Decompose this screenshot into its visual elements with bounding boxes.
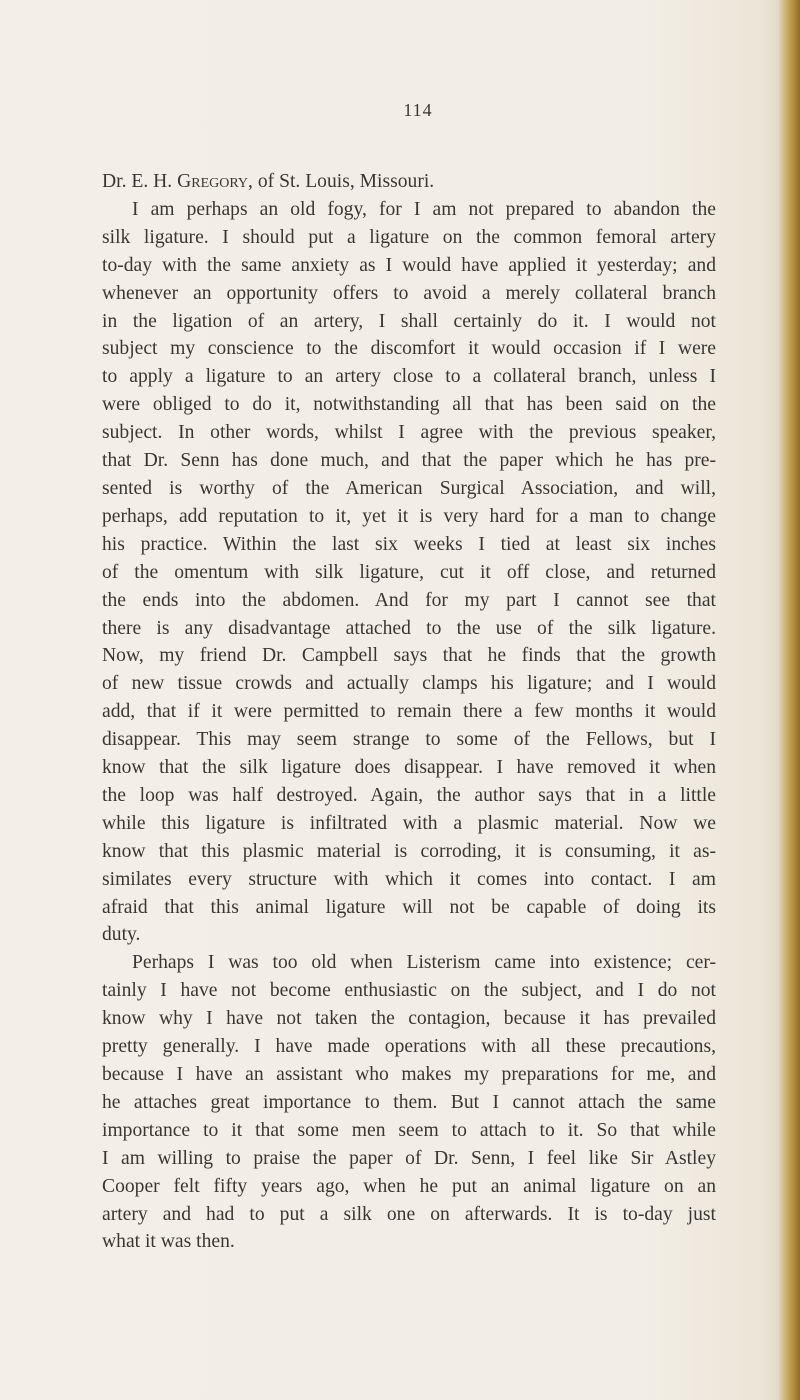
text-line: to-day with the same anxiety as I would have applied it yesterday; and: [102, 254, 716, 276]
text-line: that Dr. Senn has done much, and that the paper which he has pre-: [102, 450, 716, 472]
text-line: to apply a ligature to an artery close to a collateral branch, unless I: [102, 366, 716, 388]
text-line: silk ligature. I should put a ligature on the common femoral artery: [102, 226, 716, 248]
text-line: of new tissue crowds and actually clamps his ligature; and I would: [102, 673, 716, 695]
text-line: perhaps, add reputation to it, yet it is very hard for a man to change: [102, 505, 716, 527]
text-line: duty.: [102, 924, 141, 946]
text-line: I am willing to praise the paper of Dr. Senn, I feel like Sir Astley: [102, 1147, 716, 1169]
text-line: Perhaps I was too old when Listerism came into existence; cer-: [132, 952, 716, 974]
text-line: whenever an opportunity offers to avoid a merely collateral branch: [102, 282, 716, 304]
text-line: the ends into the abdomen. And for my part I cannot see that: [102, 589, 716, 611]
speaker-suffix: , of St. Louis, Missouri.: [248, 171, 435, 192]
text-line: Cooper felt fifty years ago, when he put an animal ligature on an: [102, 1175, 716, 1197]
text-line: disappear. This may seem strange to some of the Fellows, but I: [102, 729, 716, 751]
speaker-prefix: Dr. E. H.: [102, 171, 178, 192]
text-line: sented is worthy of the American Surgical Association, and will,: [102, 477, 716, 499]
text-line: were obliged to do it, notwithstanding all that has been said on the: [102, 394, 716, 416]
text-line: similates every structure with which it comes into contact. I am: [102, 868, 716, 890]
text-line: Now, my friend Dr. Campbell says that he finds that the growth: [102, 645, 716, 667]
page-body: [102, 168, 716, 1256]
text-line: artery and had to put a silk one on afterwards. It is to-day just: [102, 1203, 716, 1225]
text-line: there is any disadvantage attached to the use of the silk ligature.: [102, 617, 716, 639]
speaker-name: Gregory: [177, 171, 249, 192]
text-line: his practice. Within the last six weeks I tied at least six inches: [102, 533, 716, 555]
text-line: know why I have not taken the contagion, because it has prevailed: [102, 1008, 716, 1030]
text-line: I am perhaps an old fogy, for I am not prepared to abandon the: [132, 198, 716, 220]
text-line: know that the silk ligature does disappear. I have removed it when: [102, 757, 716, 779]
text-line: in the ligation of an artery, I shall certainly do it. I would not: [102, 310, 716, 332]
text-line: importance to it that some men seem to attach to it. So that while: [102, 1119, 716, 1141]
text-line: the loop was half destroyed. Again, the author says that in a little: [102, 784, 716, 806]
text-line: what it was then.: [102, 1231, 235, 1253]
page-number: 114: [403, 100, 433, 120]
text-line: afraid that this animal ligature will not be capable of doing its: [102, 896, 716, 918]
text-line: know that this plasmic material is corroding, it is consuming, it as-: [102, 840, 716, 862]
text-line: subject. In other words, whilst I agree with the previous speaker,: [102, 422, 716, 444]
paragraph-2: [102, 949, 716, 1256]
text-line: pretty generally. I have made operations with all these precautions,: [102, 1036, 716, 1058]
speaker-heading: [102, 168, 716, 196]
text-line: subject my conscience to the discomfort it would occasion if I were: [102, 338, 716, 360]
text-line: because I have an assistant who makes my preparations for me, and: [102, 1064, 716, 1085]
page-edge-shadow: [778, 0, 800, 1400]
text-line: he attaches great importance to them. But I cannot attach the same: [102, 1091, 716, 1113]
text-line: add, that if it were permitted to remain there a few months it would: [102, 701, 716, 723]
paragraph-1: [102, 196, 716, 949]
text-line: while this ligature is infiltrated with a plasmic material. Now we: [102, 812, 716, 834]
text-line: of the omentum with silk ligature, cut it off close, and returned: [102, 561, 716, 583]
text-line: tainly I have not become enthusiastic on the subject, and I do not: [102, 980, 716, 1002]
